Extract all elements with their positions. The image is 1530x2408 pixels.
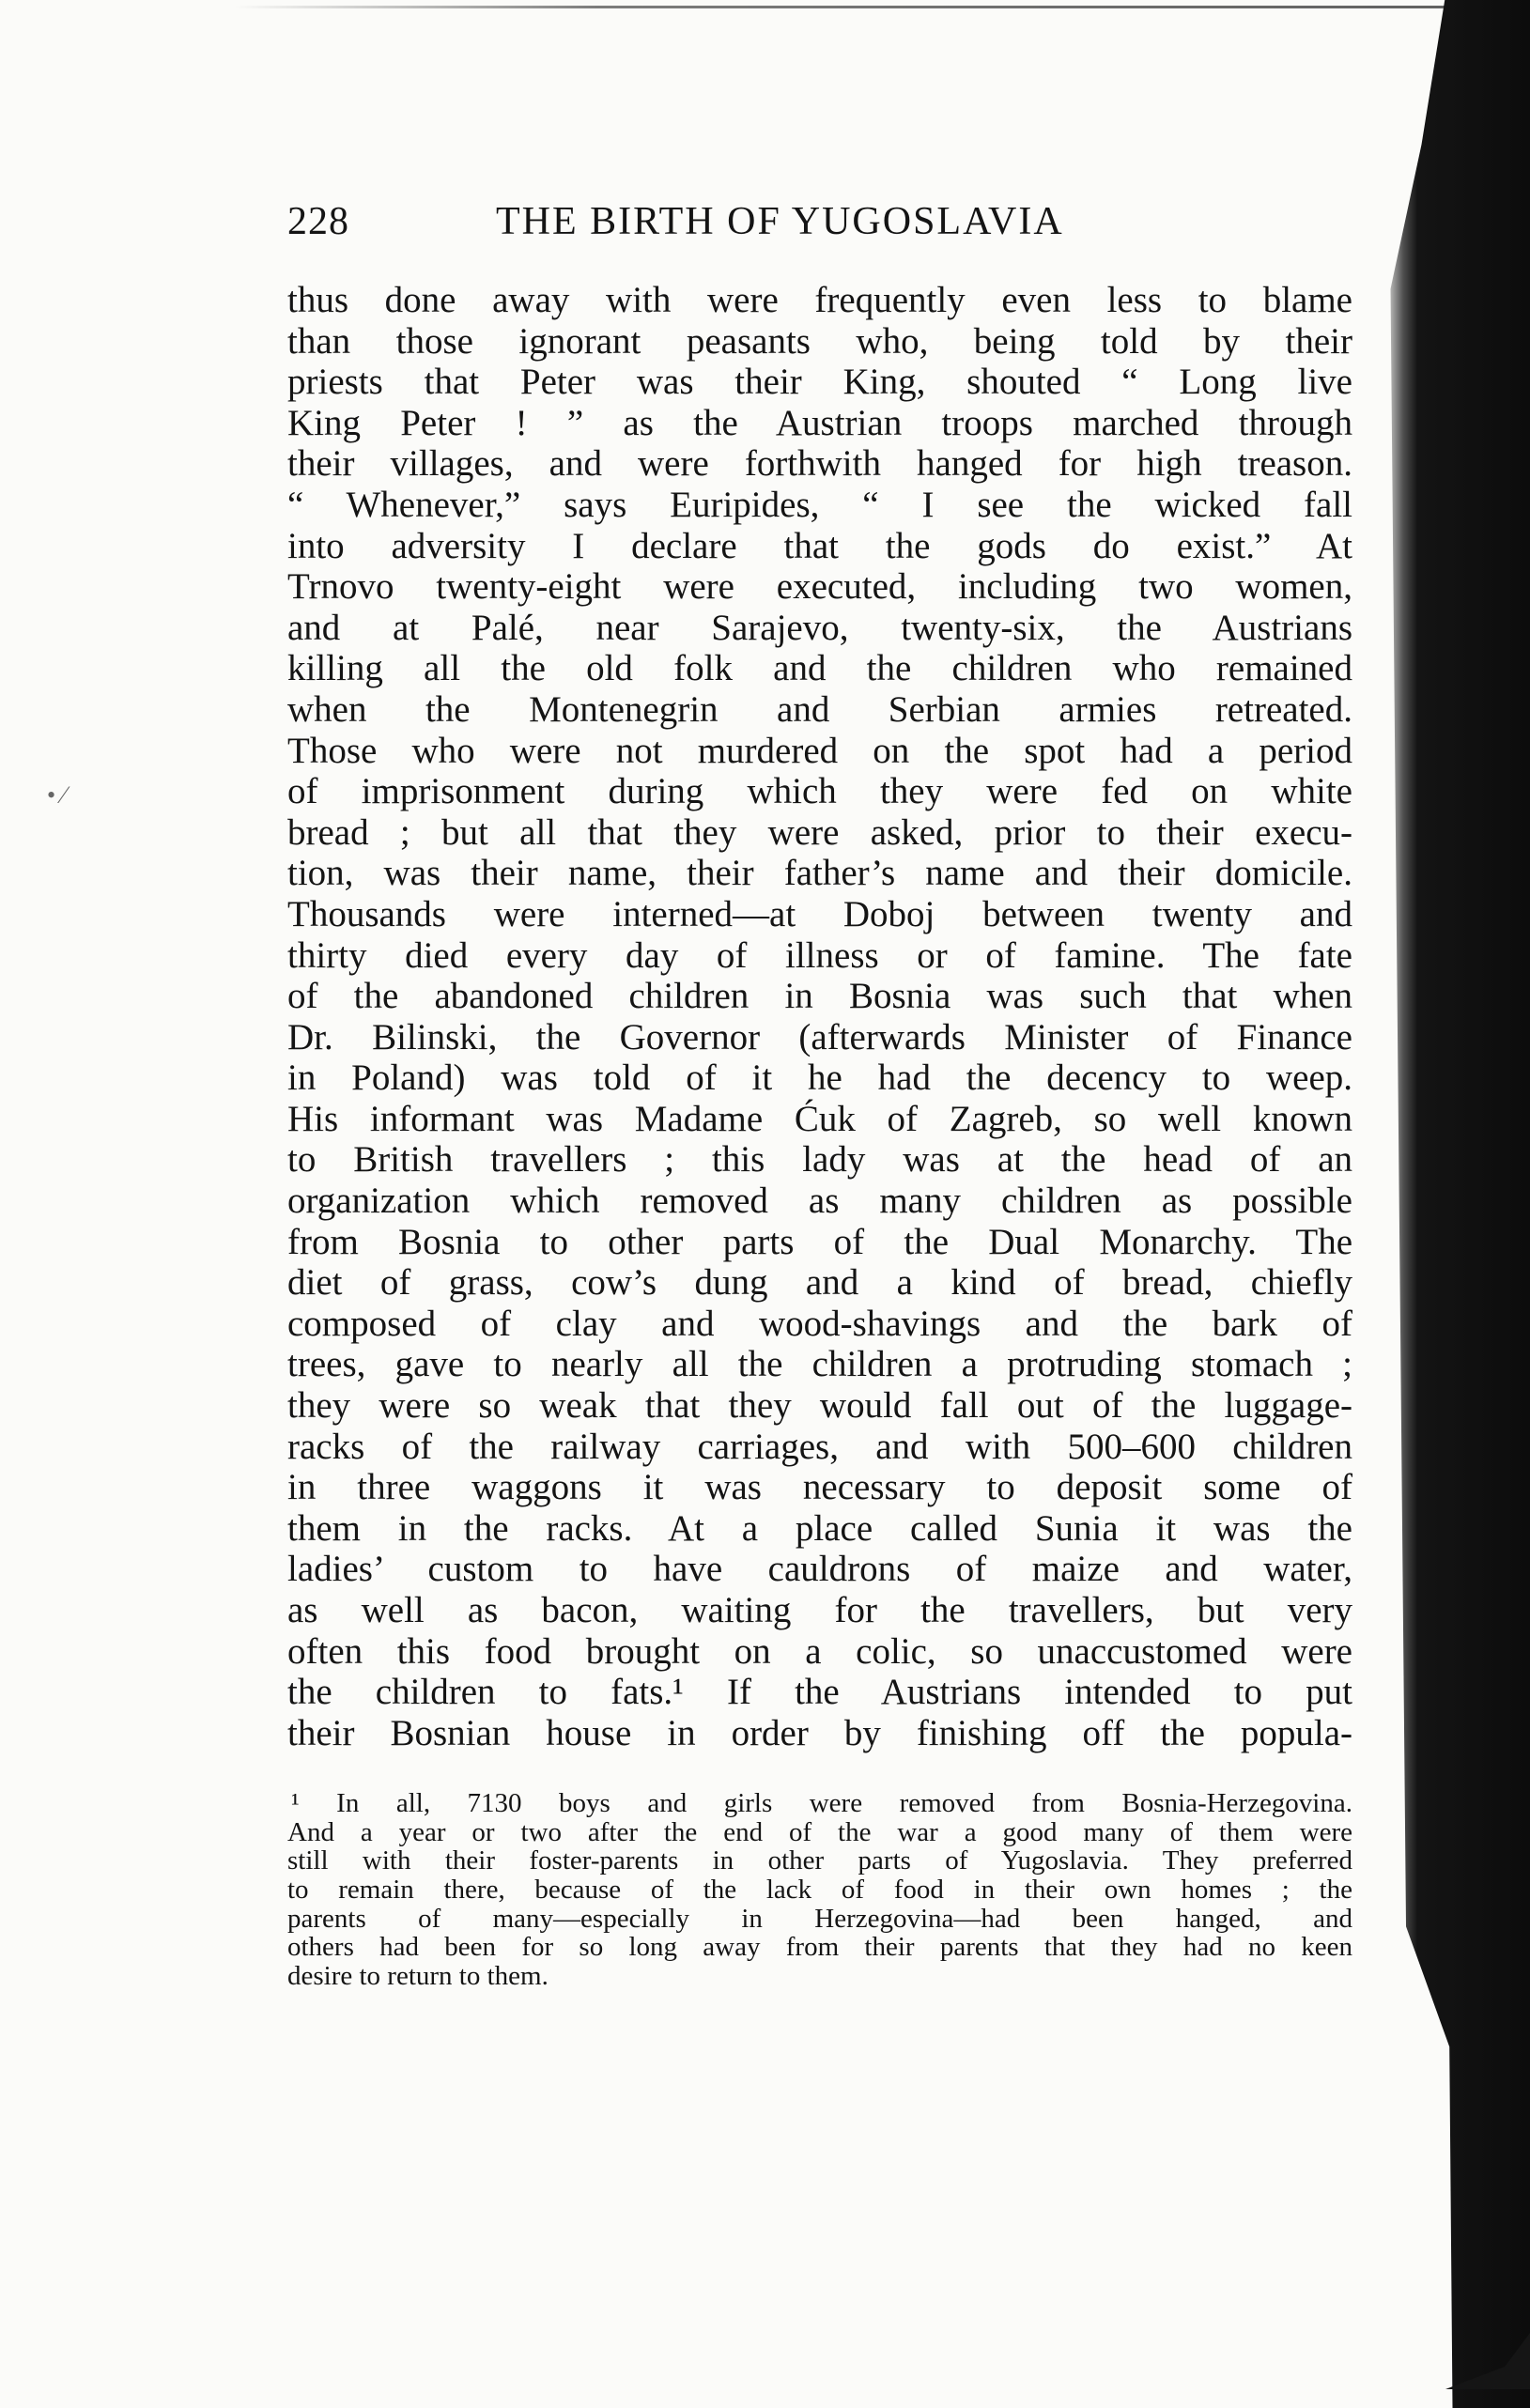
- body-line: from Bosnia to other parts of the Dual Monarchy. The: [287, 1221, 1352, 1262]
- body-line: Dr. Bilinski, the Governor (afterwards Minister of Finance: [287, 1016, 1352, 1057]
- page-number: 228: [287, 200, 349, 243]
- body-line: priests that Peter was their King, shouted “ Long live: [287, 362, 1352, 403]
- body-line: into adversity I declare that the gods do exist.” At: [287, 525, 1352, 566]
- body-line: “ Whenever,” says Euripides, “ I see the wicked fall: [287, 484, 1352, 525]
- footnote-line: still with their foster-parents in other parts of Yugoslavia. They preferred: [287, 1845, 1352, 1876]
- body-line: than those ignorant peasants who, being told by their: [287, 320, 1352, 362]
- scan-top-rule: [235, 6, 1446, 8]
- body-line: of imprisonment during which they were fed on white: [287, 771, 1352, 812]
- body-line: them in the racks. At a place called Sunia it was the: [287, 1507, 1352, 1549]
- footnote-line: ¹ In all, 7130 boys and girls were removed from Bosnia-Herzegovina.: [291, 1788, 1352, 1818]
- body-line: of the abandoned children in Bosnia was such that when: [287, 976, 1352, 1017]
- body-line: Trnovo twenty-eight were executed, including two women,: [287, 566, 1352, 608]
- body-line: the children to fats.¹ If the Austrians intended to put: [287, 1672, 1352, 1713]
- footnote-line: parents of many—especially in Herzegovina—had been hanged, and: [287, 1903, 1352, 1934]
- body-line: often this food brought on a colic, so unaccustomed were: [287, 1630, 1352, 1672]
- body-line: as well as bacon, waiting for the travellers, but very: [287, 1590, 1352, 1630]
- footnote-line: others had been for so long away from their parents that they had no keen: [287, 1932, 1352, 1963]
- body-line: Thousands were interned—at Doboj between twenty and: [287, 893, 1352, 934]
- body-line: when the Montenegrin and Serbian armies retreated.: [287, 688, 1352, 730]
- body-line: they were so weak that they would fall out of the luggage-: [287, 1385, 1352, 1427]
- footnote-line: And a year or two after the end of the war a good many of them were: [287, 1816, 1352, 1847]
- body-line: diet of grass, cow’s dung and a kind of bread, chiefly: [287, 1262, 1352, 1304]
- body-line: in Poland) was told of it he had the decency to weep.: [287, 1057, 1352, 1099]
- body-line: racks of the railway carriages, and with 500–600 children: [287, 1426, 1352, 1467]
- scan-speck: • ⁄: [47, 781, 66, 809]
- body-line: their Bosnian house in order by finishing off the popula-: [287, 1712, 1352, 1753]
- footnotes: [287, 1789, 1352, 1991]
- body-line: bread ; but all that they were asked, prior to their execu-: [287, 811, 1352, 853]
- body-line: His informant was Madame Ćuk of Zagreb, so well known: [287, 1098, 1352, 1139]
- body-line: tion, was their name, their father’s name and their domicile.: [287, 853, 1352, 894]
- body-line: King Peter ! ” as the Austrian troops marched through: [287, 402, 1352, 443]
- body-text: [287, 280, 1352, 1753]
- body-line: thus done away with were frequently even less to blame: [287, 280, 1352, 320]
- body-line: composed of clay and wood-shavings and the bark of: [287, 1303, 1352, 1344]
- body-line: and at Palé, near Sarajevo, twenty-six, the Austrians: [287, 607, 1352, 648]
- body-line: organization which removed as many children as possible: [287, 1181, 1352, 1222]
- footnote-line: desire to return to them.: [287, 1961, 549, 1992]
- body-line: ladies’ custom to have cauldrons of maize and water,: [287, 1549, 1352, 1590]
- footnote-line: to remain there, because of the lack of food in their own homes ; the: [287, 1875, 1352, 1906]
- body-line: their villages, and were forthwith hanged for high treason.: [287, 443, 1352, 485]
- running-head: [287, 199, 1189, 255]
- body-line: thirty died every day of illness or of famine. The fate: [287, 934, 1352, 976]
- body-line: killing all the old folk and the children who remained: [287, 648, 1352, 689]
- body-line: Those who were not murdered on the spot had a period: [287, 730, 1352, 771]
- body-line: trees, gave to nearly all the children a protruding stomach ;: [287, 1344, 1352, 1385]
- body-line: in three waggons it was necessary to deposit some of: [287, 1467, 1352, 1508]
- running-title: THE BIRTH OF YUGOSLAVIA: [496, 200, 1064, 243]
- scan-edge-shadow: [1375, 0, 1530, 2408]
- body-line: to British travellers ; this lady was at the head of an: [287, 1139, 1352, 1181]
